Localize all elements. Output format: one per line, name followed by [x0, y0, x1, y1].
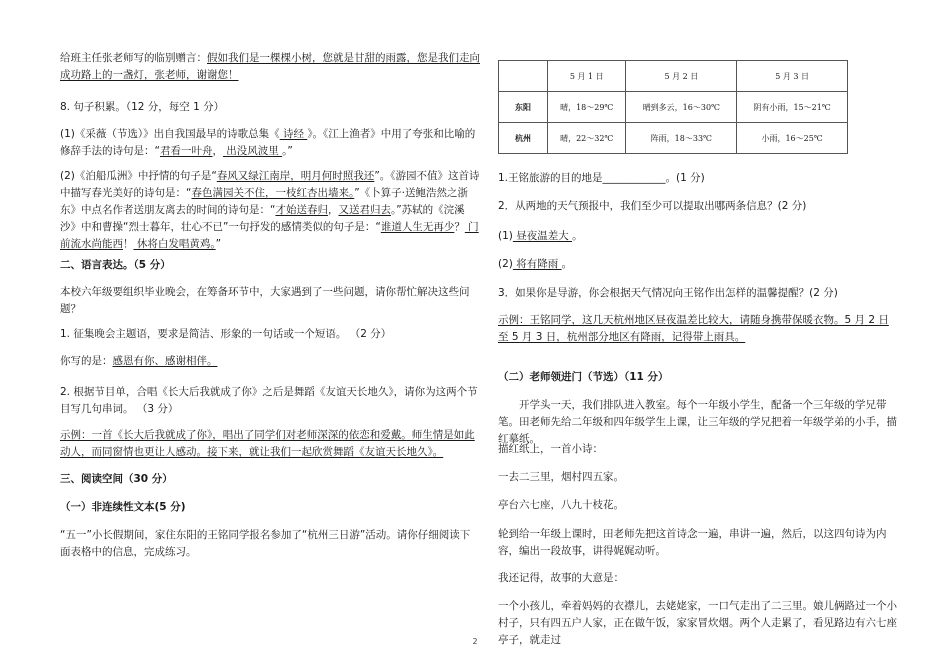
table-row-label: 杭州	[499, 123, 548, 154]
table-header-cell: 5 月 2 日	[626, 61, 737, 92]
answer-2-1: 你写的是：感恩有你、感谢相伴。	[60, 355, 218, 367]
section-2-intro: 本校六年级要组织毕业晚会，在筹备环节中，大家遇到了一些问题，请你帮忙解决这些问题？	[60, 286, 470, 315]
poem-line-2: 亭台六七座，八九十枝花。	[498, 499, 624, 511]
reading-question-1: 1.王铭旅游的目的地是____________。(1 分)	[498, 172, 705, 184]
question-8-heading: 8. 句子积累。（12 分，每空 1 分）	[60, 101, 225, 113]
table-row-label: 东阳	[499, 92, 548, 123]
question-2-2: 2. 根据节目单，合唱《长大后我就成了你》之后是舞蹈《友谊天长地久》，请你为这两个节目写几句串词。 （3 分）	[60, 386, 478, 415]
answer-2-2: 示例：一首《长大后我就成了你》，唱出了同学们对老师深深的依恋和爱戴。师生情是如此动人，而同窗情也更让人感动。接下来，就让我们一起欣赏舞蹈《友谊天长地久》。	[60, 429, 475, 458]
question-8-part-1: (1)《采薇（节选）》出自我国最早的诗歌总集《 诗经 》。《江上渔者》中用了夸张和比喻的修辞手法的诗句是：“君看一叶舟， 出没风波里 。”	[60, 128, 476, 157]
table-corner-cell	[499, 61, 548, 92]
passage-paragraph-4: 我还记得，故事的大意是：	[498, 572, 624, 584]
table-header-cell: 5 月 1 日	[548, 61, 626, 92]
passage-paragraph-1: 开学头一天，我们排队进入教室。每个一年级小学生，配备一个三年级的学兄带笔。田老师先给二年级和四年级学生上课，让三年级的学兄把着一年级学弟的小手，描红摹纸。	[498, 399, 897, 445]
table-cell: 阵雨，18～33℃	[626, 123, 737, 154]
page-number: 2	[472, 637, 478, 646]
table-cell: 阴有小雨，15～21℃	[737, 92, 848, 123]
subsection-2-heading: （二）老师领进门（节选）（11 分）	[498, 371, 669, 383]
section-3-heading: 三、阅读空间（30 分）	[60, 473, 173, 485]
reading-answer-2-2: (2) 将有降雨 。	[498, 258, 573, 270]
table-row	[499, 123, 848, 154]
reading-question-2: 2．从两地的天气预报中，我们至少可以提取出哪两条信息？(2 分)	[498, 200, 807, 212]
section-2-heading: 二、语言表达。（5 分）	[60, 259, 171, 271]
table-cell: 晴到多云，16～30℃	[626, 92, 737, 123]
table-header-cell: 5 月 3 日	[737, 61, 848, 92]
poem-line-1: 一去二三里，烟村四五家。	[498, 471, 624, 483]
question-2-1: 1. 征集晚会主题语，要求是简洁、形象的一句话或一个短语。 （2 分）	[60, 328, 392, 340]
passage-paragraph-2: 描红纸上，一首小诗：	[498, 443, 603, 455]
section-3-intro: “五一”小长假期间，家住东阳的王铭同学报名参加了“杭州三日游”活动。请你仔细阅读下面表格中的信息，完成练习。	[60, 529, 471, 558]
table-cell: 晴，22～32℃	[548, 123, 626, 154]
reading-answer-3: 示例：王铭同学，这几天杭州地区昼夜温差比较大，请随身携带保暖衣物。5 月 2 日至 5 月 3 日，杭州部分地区有降雨，记得带上雨具。	[498, 314, 889, 343]
weather-table	[498, 60, 848, 154]
table-row	[499, 92, 848, 123]
subsection-1-heading: （一）非连续性文本(5 分)	[60, 501, 186, 513]
reading-question-3: 3．如果你是导游，你会根据天气情况向王铭作出怎样的温馨提醒？(2 分)	[498, 287, 838, 299]
table-header-row	[499, 61, 848, 92]
table-cell: 晴，18～29℃	[548, 92, 626, 123]
passage-paragraph-5: 一个小孩儿，牵着妈妈的衣襟儿，去姥姥家，一口气走出了二三里。娘儿俩路过一个小村子，只有四五户人家，正在做午饭，家家冒炊烟。两个人走累了，看见路边有六七座亭子，就走过	[498, 600, 897, 646]
reading-answer-2-1: (1) 昼夜温差大 。	[498, 230, 583, 242]
passage-paragraph-3: 轮到给一年级上课时，田老师先把这首诗念一遍，串讲一遍，然后，以这四句诗为内容，编出一段故事，讲得娓娓动听。	[498, 528, 887, 557]
question-8-part-2: (2)《泊船瓜洲》中抒情的句子是“春风又绿江南岸，明月何时照我还”。《游园不值》这首诗中描写春光美好的诗句是：“春色满园关不住，一枝红杏出墙来。”《卜算子·送鲍浩然之浙东》中点名作者送朋友离去的时间的诗句是：“才始送春归，又送君归去。”苏轼的《浣溪沙》中和曹操“烈士暮年，壮心不已”一句抒发的感情类似的句子是：“谁道人生无再少？ 门前流水尚能西！ 休将白发唱黄鸡。”	[60, 170, 480, 250]
table-cell: 小雨，16～25℃	[737, 123, 848, 154]
farewell-message: 给班主任张老师写的临别赠言：假如我们是一棵棵小树，您就是甘甜的雨露，您是我们走向成功路上的一盏灯，张老师，谢谢您！	[60, 52, 480, 81]
